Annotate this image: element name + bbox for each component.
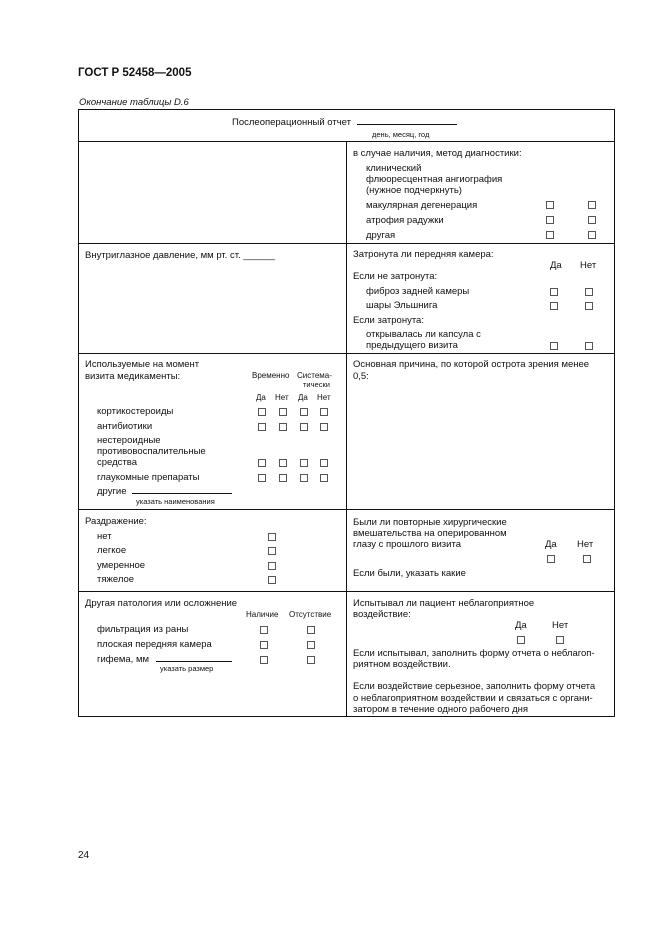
medication-nsaid-1: нестероидные <box>97 435 161 446</box>
medication-nsaid-2: противовоспалительные <box>97 446 206 457</box>
nsaid-temp-yes-checkbox[interactable] <box>258 459 266 467</box>
front-chamber-if-yes: Если затронута: <box>353 315 424 326</box>
acuity-reason-2: 0,5: <box>353 371 369 382</box>
pathology-col-present: Наличие <box>246 610 279 619</box>
corticosteroids-temp-yes-checkbox[interactable] <box>258 408 266 416</box>
irritation-none: нет <box>97 531 112 542</box>
wound-leak-present-checkbox[interactable] <box>260 626 268 634</box>
nsaid-temp-no-checkbox[interactable] <box>279 459 287 467</box>
medication-nsaid-3: средства <box>97 457 137 468</box>
antibiotics-sys-yes-checkbox[interactable] <box>300 423 308 431</box>
surgery-if-yes: Если были, указать какие <box>353 568 466 579</box>
capsule-yes-checkbox[interactable] <box>550 342 558 350</box>
hyphema-present-checkbox[interactable] <box>260 656 268 664</box>
hyphema-size-field[interactable] <box>156 661 232 662</box>
irritation-severe: тяжелое <box>97 574 135 585</box>
adverse-instruction-1b: риятном воздействии. <box>353 659 451 670</box>
capsule-no-checkbox[interactable] <box>585 342 593 350</box>
elschnig-no-checkbox[interactable] <box>585 302 593 310</box>
front-chamber-if-not: Если не затронута: <box>353 271 438 282</box>
medications-title-2: визита медикаменты: <box>85 371 181 382</box>
antibiotics-temp-yes-checkbox[interactable] <box>258 423 266 431</box>
hyphema-absent-checkbox[interactable] <box>307 656 315 664</box>
adverse-no-header: Нет <box>552 620 569 631</box>
flat-chamber-present-checkbox[interactable] <box>260 641 268 649</box>
report-date-hint: день, месяц, год <box>372 130 430 139</box>
diagnostics-other-checkbox-2[interactable] <box>588 231 596 239</box>
diagnostics-other-checkbox-1[interactable] <box>546 231 554 239</box>
report-date-field[interactable] <box>357 124 457 125</box>
diagnostics-item-macular: макулярная дегенерация <box>366 200 478 211</box>
glaucoma-sys-no-checkbox[interactable] <box>320 474 328 482</box>
table-right-border <box>614 109 615 717</box>
nsaid-sys-yes-checkbox[interactable] <box>300 459 308 467</box>
medications-temp-no: Нет <box>275 393 289 402</box>
medication-glaucoma: глаукомные препараты <box>97 472 200 483</box>
pressure-label: Внутриглазное давление, мм рт. ст. ______ <box>85 250 276 261</box>
glaucoma-temp-no-checkbox[interactable] <box>279 474 287 482</box>
medication-other-hint: указать наименования <box>136 497 215 506</box>
surgery-question-1: Были ли повторные хирургические <box>353 517 507 528</box>
front-chamber-item-elschnig: шары Эльшнига <box>366 300 438 311</box>
pathology-hyphema: гифема, мм <box>97 654 232 666</box>
surgery-question-3: глазу с прошлого визита <box>353 539 461 550</box>
elschnig-yes-checkbox[interactable] <box>550 302 558 310</box>
surgery-question-2: вмешательства на оперированном <box>353 528 507 539</box>
adverse-instruction-1a: Если испытывал, заполнить форму отчета о неблагоп- <box>353 648 595 659</box>
front-chamber-no-header: Нет <box>580 260 597 271</box>
pathology-wound-leak: фильтрация из раны <box>97 624 189 635</box>
page-number: 24 <box>78 850 90 861</box>
irritation-mild-checkbox[interactable] <box>268 547 276 555</box>
table-caption: Окончание таблицы D.6 <box>79 97 189 108</box>
nsaid-sys-no-checkbox[interactable] <box>320 459 328 467</box>
medication-other-field[interactable] <box>132 493 232 494</box>
irritation-none-checkbox[interactable] <box>268 533 276 541</box>
surgery-no-checkbox[interactable] <box>583 555 591 563</box>
adverse-instruction-2a: Если воздействие серьезное, заполнить форму отчета <box>353 681 596 692</box>
antibiotics-temp-no-checkbox[interactable] <box>279 423 287 431</box>
glaucoma-sys-yes-checkbox[interactable] <box>300 474 308 482</box>
diagnostics-iris-checkbox-1[interactable] <box>546 216 554 224</box>
medications-sys-no: Нет <box>317 393 331 402</box>
medications-col-systemic-1: Система- <box>297 371 332 380</box>
corticosteroids-sys-no-checkbox[interactable] <box>320 408 328 416</box>
front-chamber-yes-header: Да <box>550 260 562 271</box>
front-chamber-question: Затронута ли передняя камера: <box>353 249 494 260</box>
irritation-severe-checkbox[interactable] <box>268 576 276 584</box>
front-chamber-item-fibrosis: фиброз задней камеры <box>366 286 470 297</box>
medications-sys-yes: Да <box>298 393 308 402</box>
diagnostics-method-hint: (нужное подчеркнуть) <box>366 185 462 196</box>
irritation-moderate: умеренное <box>97 560 146 571</box>
adverse-yes-checkbox[interactable] <box>517 636 525 644</box>
pathology-flat-chamber: плоская передняя камера <box>97 639 212 650</box>
adverse-no-checkbox[interactable] <box>556 636 564 644</box>
medications-title-1: Используемые на момент <box>85 359 200 370</box>
medications-temp-yes: Да <box>256 393 266 402</box>
document-title: ГОСТ Р 52458—2005 <box>78 67 192 79</box>
diagnostics-method-clinical: клинический <box>366 163 422 174</box>
fibrosis-yes-checkbox[interactable] <box>550 288 558 296</box>
fibrosis-no-checkbox[interactable] <box>585 288 593 296</box>
medications-col-systemic-2: тически <box>303 380 330 389</box>
front-chamber-item-capsule-1: открывалась ли капсула с <box>366 329 481 340</box>
adverse-question-1: Испытывал ли пациент неблагоприятное <box>353 598 535 609</box>
front-chamber-item-capsule-2: предыдущего визита <box>366 340 458 351</box>
acuity-reason-1: Основная причина, по которой острота зрения менее <box>353 359 590 370</box>
corticosteroids-sys-yes-checkbox[interactable] <box>300 408 308 416</box>
irritation-title: Раздражение: <box>85 516 147 527</box>
flat-chamber-absent-checkbox[interactable] <box>307 641 315 649</box>
irritation-mild: легкое <box>97 545 127 556</box>
hyphema-size-hint: указать размер <box>160 664 214 673</box>
adverse-instruction-2c: затором в течение одного рабочего дня <box>353 704 529 715</box>
wound-leak-absent-checkbox[interactable] <box>307 626 315 634</box>
corticosteroids-temp-no-checkbox[interactable] <box>279 408 287 416</box>
adverse-yes-header: Да <box>515 620 527 631</box>
column-divider <box>346 141 347 717</box>
diagnostics-item-other: другая <box>366 230 396 241</box>
diagnostics-item-iris: атрофия радужки <box>366 215 444 226</box>
medication-antibiotics: антибиотики <box>97 421 153 432</box>
diagnostics-macular-checkbox-2[interactable] <box>588 201 596 209</box>
pathology-col-absent: Отсутствие <box>289 610 332 619</box>
medications-col-temporary: Временно <box>252 371 290 380</box>
diagnostics-iris-checkbox-2[interactable] <box>588 216 596 224</box>
diagnostics-method-angiography: флюоресцентная ангиография <box>366 174 503 185</box>
pathology-title: Другая патология или осложнение <box>85 598 238 609</box>
diagnostics-intro: в случае наличия, метод диагностики: <box>353 148 522 159</box>
glaucoma-temp-yes-checkbox[interactable] <box>258 474 266 482</box>
medication-other: другие <box>97 486 232 498</box>
medication-corticosteroids: кортикостероиды <box>97 406 174 417</box>
surgery-no-header: Нет <box>577 539 594 550</box>
diagnostics-macular-checkbox-1[interactable] <box>546 201 554 209</box>
irritation-moderate-checkbox[interactable] <box>268 562 276 570</box>
adverse-instruction-2b: о неблагоприятном воздействии и связаться с органи- <box>353 693 593 704</box>
surgery-yes-checkbox[interactable] <box>547 555 555 563</box>
surgery-yes-header: Да <box>545 539 557 550</box>
report-label: Послеоперационный отчет <box>232 117 457 129</box>
adverse-question-2: воздействие: <box>353 609 411 620</box>
antibiotics-sys-no-checkbox[interactable] <box>320 423 328 431</box>
